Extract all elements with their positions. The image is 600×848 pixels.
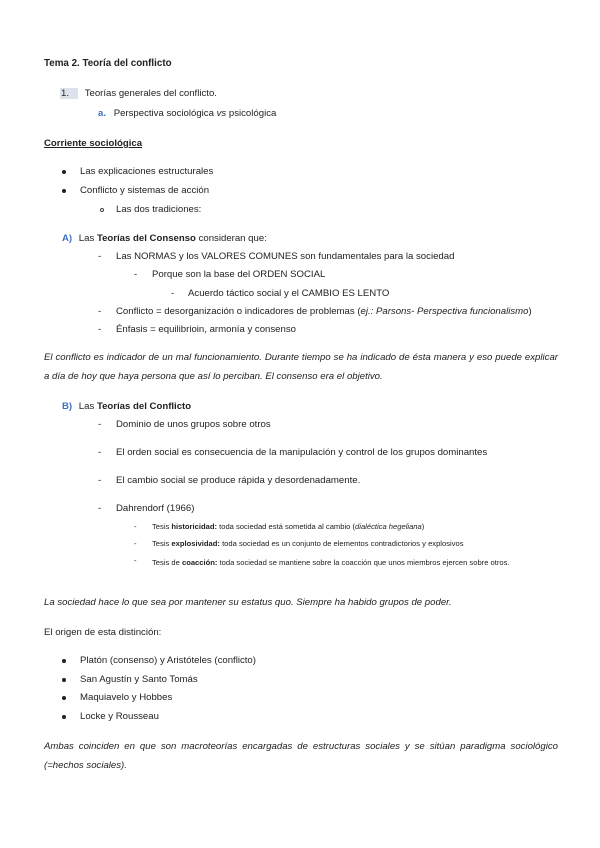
tesis-text: toda sociedad está sometida al cambio ( [217, 522, 356, 531]
dash-marker: - [98, 447, 102, 458]
tesis-text-end: toda sociedad se mantiene sobre la coacción que unos miembros ejercen sobre otros. [217, 558, 510, 567]
dash-marker: - [134, 269, 138, 280]
consenso-letter: A) [62, 233, 73, 244]
dash-marker: - [98, 251, 102, 262]
dash-marker: - [134, 556, 137, 565]
list-item: Locke y Rousseau [80, 711, 159, 722]
dash-marker: - [98, 419, 102, 430]
subsection-text-italic: vs [216, 108, 227, 119]
dash-marker: - [171, 288, 175, 299]
tesis-text: Tesis de [152, 558, 182, 567]
consenso-item [116, 306, 532, 318]
conflicto-item: Dominio de unos grupos sobre otros [116, 419, 271, 430]
consenso-heading [62, 233, 267, 245]
subsection-letter: a. [98, 108, 107, 119]
consenso-item: Acuerdo táctico social y el CAMBIO ES LENTO [188, 288, 390, 299]
list-item: San Agustín y Santo Tomás [80, 674, 198, 685]
consenso-item-end: ) [528, 306, 532, 317]
tesis-text-end: toda sociedad es un conjunto de elementos contradictorios y explosivos [219, 539, 464, 548]
consenso-pre: Las [78, 233, 97, 244]
tesis-item [152, 555, 558, 571]
paragraph: El conflicto es indicador de un mal funcionamiento. Durante tiempo se ha indicado de ésta manera y eso puede explicar a día de hoy que haya persona que así lo perciban. El consenso era el objetivo. [44, 352, 558, 382]
list-item: Maquiavelo y Hobbes [80, 692, 173, 703]
subsection-text: Perspectiva sociológica [113, 108, 217, 119]
dash-marker: - [134, 539, 137, 548]
conflicto-item: El orden social es consecuencia de la manipulación y control de los grupos dominantes [116, 447, 488, 458]
consenso-item: Las NORMAS y los VALORES COMUNES son fundamentales para la sociedad [116, 251, 455, 262]
list-item: Las dos tradiciones: [116, 204, 202, 215]
bullet-icon [62, 715, 66, 719]
origen-heading: El origen de esta distinción: [44, 627, 162, 638]
conflicto-bold: Teorías del Conflicto [96, 401, 192, 412]
tesis-bold: historicidad: [171, 522, 217, 531]
tesis-text-end: ) [421, 522, 425, 531]
dash-marker: - [98, 324, 102, 335]
subsection-text-end: psicológica [226, 108, 277, 119]
dash-marker: - [98, 475, 102, 486]
corriente-heading: Corriente sociológica [44, 138, 143, 149]
conflicto-letter: B) [62, 401, 73, 412]
bullet-icon [62, 678, 66, 682]
conflicto-item: Dahrendorf (1966) [116, 503, 195, 514]
conflicto-pre: Las [78, 401, 97, 412]
tesis-italic: dialéctica hegeliana [355, 522, 422, 531]
consenso-item-italic: ej.: Parsons- Perspectiva funcionalismo [360, 306, 529, 317]
tesis-text: Tesis [152, 539, 172, 548]
list-item: Platón (consenso) y Aristóteles (conflicto) [80, 655, 256, 666]
circle-bullet-icon [100, 208, 104, 212]
section-number: 1. [60, 88, 78, 99]
tesis-item [152, 538, 464, 550]
dash-marker: - [98, 503, 102, 514]
bullet-icon [62, 659, 66, 663]
section-1 [60, 88, 217, 100]
bullet-icon [62, 696, 66, 700]
dash-marker: - [134, 522, 137, 531]
document-title: Tema 2. Teoría del conflicto [44, 58, 172, 69]
conflicto-item: El cambio social se produce rápida y desordenadamente. [116, 475, 361, 486]
consenso-item: Énfasis = equilibrioin, armonía y consenso [116, 324, 296, 335]
section-1-text: Teorías generales del conflicto. [84, 88, 217, 99]
paragraph: Ambas coinciden en que son macroteorías encargadas de estructuras sociales y se sitúan paradigma sociológico (=hechos sociales). [44, 741, 558, 771]
consenso-item: Porque son la base del ORDEN SOCIAL [152, 269, 326, 280]
tesis-text: Tesis [152, 522, 172, 531]
tesis-bold: explosividad: [171, 539, 220, 548]
consenso-item-text: Conflicto = desorganización o indicadores de problemas ( [116, 306, 361, 317]
conflicto-heading [62, 401, 191, 413]
list-item: Conflicto y sistemas de acción [80, 185, 210, 196]
paragraph: La sociedad hace lo que sea por mantener su estatus quo. Siempre ha habido grupos de poder. [44, 597, 452, 608]
tesis-bold: coacción: [181, 558, 218, 567]
bullet-icon [62, 170, 66, 174]
subsection-a [98, 108, 276, 120]
consenso-bold: Teorías del Consenso [96, 233, 196, 244]
list-item: Las explicaciones estructurales [80, 166, 214, 177]
tesis-item [152, 521, 424, 533]
dash-marker: - [98, 306, 102, 317]
consenso-post: consideran que: [195, 233, 267, 244]
bullet-icon [62, 189, 66, 193]
